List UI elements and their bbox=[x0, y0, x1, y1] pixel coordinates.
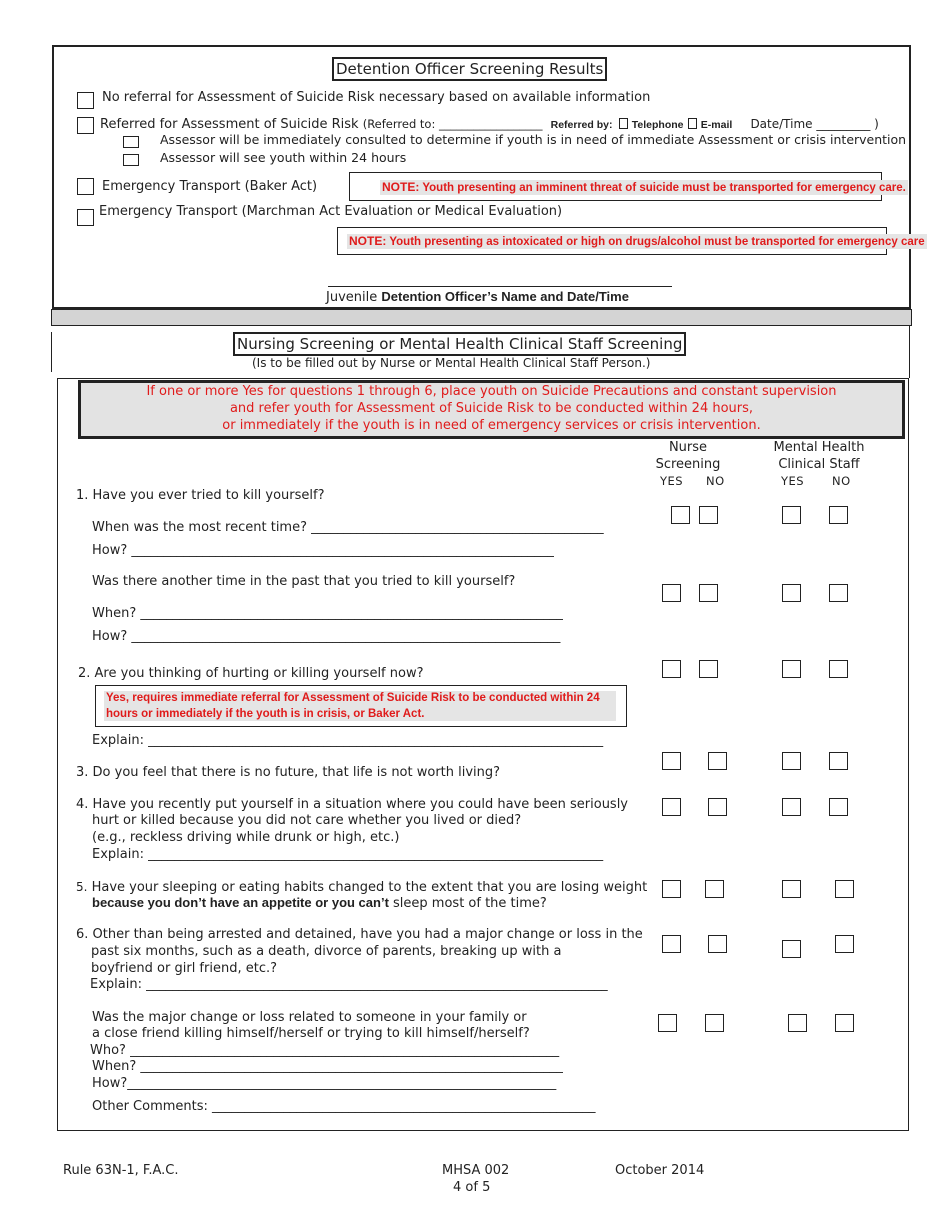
footer-date: October 2014 bbox=[615, 1163, 705, 1178]
q7-how: How?__________________________________________________________________ bbox=[92, 1076, 557, 1091]
q2-mh-no[interactable] bbox=[829, 660, 848, 678]
q4-line-1: 4. Have you recently put yourself in a situation where you could have been seriously bbox=[76, 797, 629, 812]
note-baker bbox=[349, 172, 906, 201]
q6-explain: Explain: _______________________________________________________________________ bbox=[90, 977, 608, 992]
baker-act-checkbox[interactable] bbox=[77, 178, 94, 195]
q5-rest: sleep most of the time? bbox=[388, 896, 547, 911]
q1-recent-mh-no[interactable] bbox=[829, 506, 848, 524]
q5-first-line: Have your sleeping or eating habits changed to the extent that you are losing weight bbox=[91, 880, 648, 895]
assessor-immediate-checkbox[interactable] bbox=[123, 136, 139, 148]
instruction-line-1: If one or more Yes for questions 1 through 6, place youth on Suicide Precautions and constant supervision bbox=[146, 384, 837, 399]
telephone-checkbox[interactable] bbox=[619, 118, 628, 129]
referred-row bbox=[100, 116, 879, 134]
q2-nurse-no[interactable] bbox=[699, 660, 718, 678]
q6-line-3: boyfriend or girl friend, etc.? bbox=[91, 961, 277, 976]
col-nurse-2: Screening bbox=[655, 457, 721, 472]
q1-another: Was there another time in the past that you tried to kill yourself? bbox=[92, 574, 516, 589]
q1-when: When? _________________________________________________________________ bbox=[92, 606, 563, 621]
q7-nurse-yes[interactable] bbox=[658, 1014, 677, 1032]
q3-mh-no[interactable] bbox=[829, 752, 848, 770]
q5-mh-yes[interactable] bbox=[782, 880, 801, 898]
q7-line-2: a close friend killing himself/herself or trying to kill himself/herself? bbox=[92, 1026, 530, 1041]
q6-nurse-no[interactable] bbox=[708, 935, 727, 953]
instruction-line-2: and refer youth for Assessment of Suicide Risk to be conducted within 24 hours, bbox=[229, 401, 754, 416]
q4-nurse-yes[interactable] bbox=[662, 798, 681, 816]
q2-explain: Explain: ______________________________________________________________________ bbox=[92, 733, 604, 748]
mh-no-header: NO bbox=[832, 474, 851, 488]
other-comments: Other Comments: ___________________________________________________________ bbox=[92, 1099, 596, 1114]
q1-recent-nurse-no[interactable] bbox=[699, 506, 718, 524]
marchman-act-checkbox[interactable] bbox=[77, 209, 94, 226]
q7-who: Who? __________________________________________________________________ bbox=[90, 1043, 560, 1058]
datetime-field: Date/Time _________ ) bbox=[750, 117, 879, 131]
q1-recent: When was the most recent time? _____________________________________________ bbox=[92, 520, 604, 535]
col-mh-2: Clinical Staff bbox=[778, 457, 860, 472]
q6-line-1: 6. Other than being arrested and detained, have you had a major change or loss in the bbox=[76, 927, 643, 942]
nursing-title: Nursing Screening or Mental Health Clinical Staff Screening bbox=[233, 332, 686, 356]
q4-explain: Explain: ______________________________________________________________________ bbox=[92, 847, 604, 862]
q6-mh-yes[interactable] bbox=[782, 940, 801, 958]
q2-note-line-2: hours or immediately if the youth is in crisis, or Baker Act. bbox=[106, 708, 425, 720]
q1-another-mh-no[interactable] bbox=[829, 584, 848, 602]
q3-text: 3. Do you feel that there is no future, that life is not worth living? bbox=[76, 765, 501, 780]
q7-nurse-no[interactable] bbox=[705, 1014, 724, 1032]
q5-nurse-yes[interactable] bbox=[662, 880, 681, 898]
signature-caption bbox=[326, 289, 629, 305]
footer-rule: Rule 63N-1, F.A.C. bbox=[63, 1163, 179, 1178]
no-referral-label: No referral for Assessment of Suicide Risk necessary based on available information bbox=[102, 90, 651, 105]
q2-mh-yes[interactable] bbox=[782, 660, 801, 678]
q2-note-line-1: Yes, requires immediate referral for Assessment of Suicide Risk to be conducted within 24 bbox=[106, 692, 600, 704]
signature-bold: Detention Officer’s Name and Date/Time bbox=[381, 289, 629, 304]
signature-line bbox=[328, 286, 672, 287]
instruction-line-3: or immediately if the youth is in need of emergency services or crisis intervention. bbox=[222, 418, 761, 433]
q3-nurse-no[interactable] bbox=[708, 752, 727, 770]
q5-line-1 bbox=[76, 879, 647, 897]
col-nurse-1: Nurse bbox=[668, 440, 708, 455]
baker-act-label: Emergency Transport (Baker Act) bbox=[102, 179, 318, 194]
q1-text: 1. Have you ever tried to kill yourself? bbox=[76, 488, 325, 503]
note-marchman-body: Youth presenting as intoxicated or high on drugs/alcohol must be transported for emergency care bbox=[389, 236, 925, 248]
telephone-label: Telephone bbox=[631, 119, 684, 131]
q7-mh-no[interactable] bbox=[835, 1014, 854, 1032]
referred-by-label: Referred by: bbox=[550, 119, 613, 131]
note-marchman bbox=[337, 227, 925, 255]
footer-page: 4 of 5 bbox=[453, 1180, 491, 1195]
detention-title: Detention Officer Screening Results bbox=[332, 57, 607, 81]
note-baker-label: NOTE: bbox=[382, 180, 420, 194]
q5-mh-no[interactable] bbox=[835, 880, 854, 898]
assessor-24-label: Assessor will see youth within 24 hours bbox=[160, 150, 407, 165]
email-label: E-mail bbox=[700, 119, 733, 131]
mh-yes-header: YES bbox=[781, 474, 805, 488]
q5-nurse-no[interactable] bbox=[705, 880, 724, 898]
q1-recent-mh-yes[interactable] bbox=[782, 506, 801, 524]
q3-mh-yes[interactable] bbox=[782, 752, 801, 770]
footer-form: MHSA 002 bbox=[442, 1163, 510, 1178]
q1-another-mh-yes[interactable] bbox=[782, 584, 801, 602]
section-divider bbox=[51, 309, 912, 326]
note-baker-body: Youth presenting an imminent threat of suicide must be transported for emergency care. bbox=[422, 182, 906, 194]
assessor-immediate-label: Assessor will be immediately consulted to determine if youth is in need of immediate Assessment or crisis intervention bbox=[160, 132, 907, 147]
q1-recent-nurse-yes[interactable] bbox=[671, 506, 690, 524]
q4-nurse-no[interactable] bbox=[708, 798, 727, 816]
q6-nurse-yes[interactable] bbox=[662, 935, 681, 953]
nursing-left-tick bbox=[51, 332, 52, 372]
q2-nurse-yes[interactable] bbox=[662, 660, 681, 678]
no-referral-checkbox[interactable] bbox=[77, 92, 94, 109]
q1-how: How? _________________________________________________________________ bbox=[92, 543, 554, 558]
referred-label: Referred for Assessment of Suicide Risk bbox=[100, 117, 359, 132]
q7-mh-yes[interactable] bbox=[788, 1014, 807, 1032]
q7-when: When? _________________________________________________________________ bbox=[92, 1059, 563, 1074]
referred-checkbox[interactable] bbox=[77, 117, 94, 134]
signature-prefix: Juvenile bbox=[326, 290, 378, 305]
q4-line-3: (e.g., reckless driving while drunk or high, etc.) bbox=[92, 830, 400, 845]
marchman-act-label: Emergency Transport (Marchman Act Evaluation or Medical Evaluation) bbox=[99, 204, 563, 219]
q5-bold: because you don’t have an appetite or you can’t bbox=[92, 895, 389, 910]
note-marchman-label: NOTE: bbox=[349, 234, 387, 248]
q6-mh-no[interactable] bbox=[835, 935, 854, 953]
col-mh-1: Mental Health bbox=[773, 440, 865, 455]
assessor-24-checkbox[interactable] bbox=[123, 154, 139, 166]
nurse-no-header: NO bbox=[706, 474, 725, 488]
q1-how2: How? __________________________________________________________________ bbox=[92, 629, 561, 644]
q6-line-2: past six months, such as a death, divorce of parents, breaking up with a bbox=[91, 944, 562, 959]
nursing-subtitle: (Is to be filled out by Nurse or Mental Health Clinical Staff Person.) bbox=[252, 356, 651, 370]
note-baker-text bbox=[380, 180, 908, 195]
q7-line-1: Was the major change or loss related to someone in your family or bbox=[92, 1010, 527, 1025]
note-marchman-text bbox=[347, 234, 927, 249]
email-checkbox[interactable] bbox=[688, 118, 697, 129]
q4-mh-no[interactable] bbox=[829, 798, 848, 816]
nursing-right-border bbox=[909, 326, 910, 378]
q4-mh-yes[interactable] bbox=[782, 798, 801, 816]
q5-number: 5. bbox=[76, 880, 88, 894]
q2-text: 2. Are you thinking of hurting or killing yourself now? bbox=[78, 666, 424, 681]
nurse-yes-header: YES bbox=[660, 474, 684, 488]
referred-to: (Referred to: __________________ bbox=[362, 117, 543, 131]
q3-nurse-yes[interactable] bbox=[662, 752, 681, 770]
q4-line-2: hurt or killed because you did not care whether you lived or died? bbox=[92, 813, 522, 828]
q1-another-nurse-no[interactable] bbox=[699, 584, 718, 602]
q5-line-2 bbox=[92, 895, 547, 913]
q1-another-nurse-yes[interactable] bbox=[662, 584, 681, 602]
